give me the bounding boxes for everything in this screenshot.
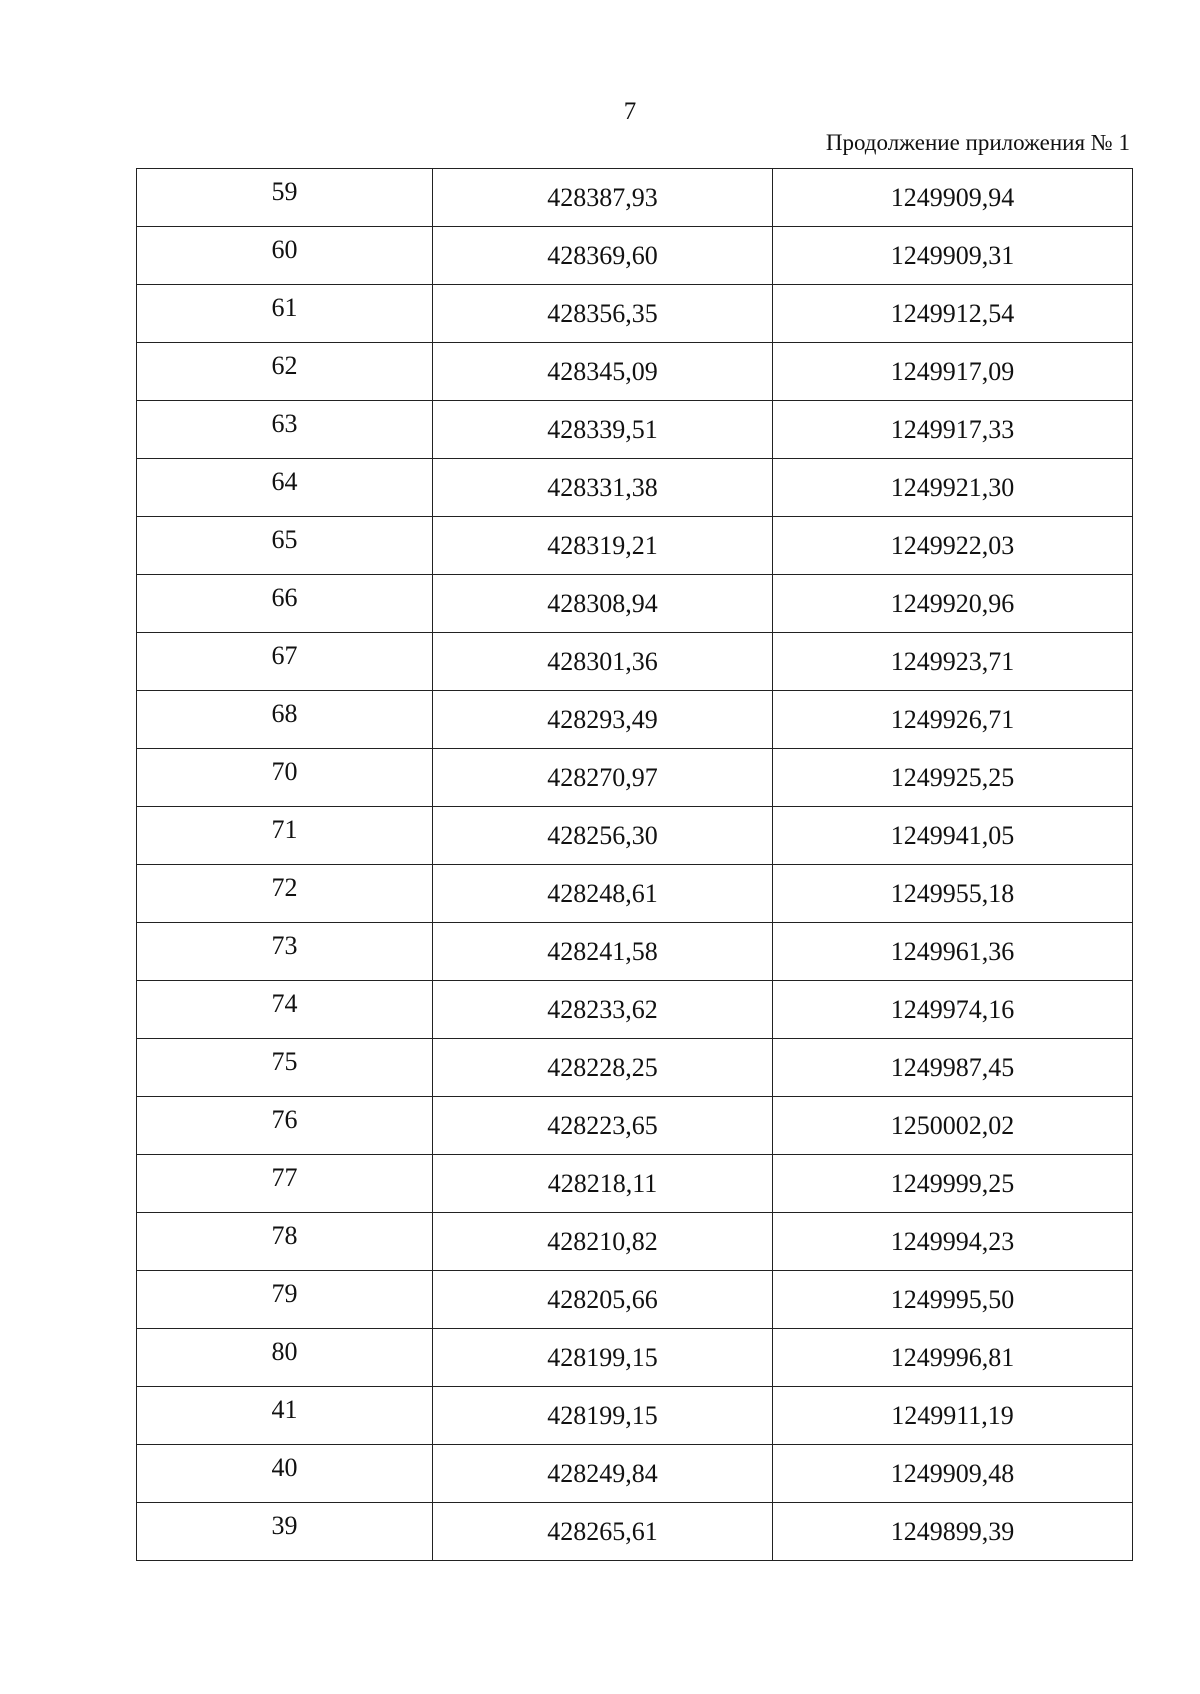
table-row: [137, 633, 1133, 691]
x-coordinate-cell: [433, 169, 773, 227]
x-coordinate-cell: [433, 1271, 773, 1329]
table-row: [137, 691, 1133, 749]
x-coordinate-cell: [433, 691, 773, 749]
x-coordinate-cell: [433, 1387, 773, 1445]
y-coordinate-cell-text: 1249941,05: [890, 820, 1015, 850]
point-number-cell-text: 80: [271, 1336, 298, 1366]
x-coordinate-cell-text: 428293,49: [547, 704, 658, 734]
table-row: [137, 1271, 1133, 1329]
y-coordinate-cell-text: 1250002,02: [890, 1110, 1015, 1140]
table-row: [137, 1329, 1133, 1387]
point-number-cell-text: 60: [271, 234, 298, 264]
table-row: [137, 807, 1133, 865]
table-row: [137, 1213, 1133, 1271]
y-coordinate-cell: [773, 923, 1133, 981]
x-coordinate-cell-text: 428248,61: [547, 878, 658, 908]
point-number-cell-text: 40: [271, 1452, 298, 1482]
point-number-cell-text: 70: [271, 756, 298, 786]
y-coordinate-cell-text: 1249995,50: [890, 1284, 1015, 1314]
y-coordinate-cell: [773, 343, 1133, 401]
y-coordinate-cell: [773, 517, 1133, 575]
point-number-cell: [137, 749, 433, 807]
x-coordinate-cell-text: 428210,82: [547, 1226, 658, 1256]
point-number-cell: [137, 227, 433, 285]
table-row: [137, 923, 1133, 981]
y-coordinate-cell: [773, 1445, 1133, 1503]
point-number-cell: [137, 981, 433, 1039]
point-number-cell: [137, 923, 433, 981]
y-coordinate-cell-text: 1249994,23: [890, 1226, 1015, 1256]
page-number: 7: [623, 98, 637, 125]
x-coordinate-cell-text: 428319,21: [547, 530, 658, 560]
y-coordinate-cell: [773, 169, 1133, 227]
point-number-cell-text: 63: [271, 408, 298, 438]
point-number-cell-text: 68: [271, 698, 298, 728]
x-coordinate-cell-text: 428256,30: [547, 820, 658, 850]
x-coordinate-cell: [433, 459, 773, 517]
y-coordinate-cell: [773, 1039, 1133, 1097]
point-number-cell: [137, 1155, 433, 1213]
x-coordinate-cell-text: 428356,35: [547, 298, 658, 328]
table-row: [137, 981, 1133, 1039]
y-coordinate-cell: [773, 749, 1133, 807]
y-coordinate-cell: [773, 1271, 1133, 1329]
point-number-cell-text: 77: [271, 1162, 298, 1192]
table-row: [137, 1097, 1133, 1155]
table-row: [137, 1155, 1133, 1213]
point-number-cell: [137, 575, 433, 633]
x-coordinate-cell-text: 428228,25: [547, 1052, 658, 1082]
y-coordinate-cell: [773, 865, 1133, 923]
x-coordinate-cell-text: 428241,58: [547, 936, 658, 966]
y-coordinate-cell: [773, 1155, 1133, 1213]
y-coordinate-cell-text: 1249955,18: [890, 878, 1015, 908]
point-number-cell: [137, 1097, 433, 1155]
table-row: [137, 575, 1133, 633]
table-row: [137, 285, 1133, 343]
x-coordinate-cell-text: 428339,51: [547, 414, 658, 444]
x-coordinate-cell: [433, 1039, 773, 1097]
y-coordinate-cell: [773, 285, 1133, 343]
x-coordinate-cell: [433, 575, 773, 633]
x-coordinate-cell: [433, 401, 773, 459]
table-row: [137, 517, 1133, 575]
x-coordinate-cell-text: 428199,15: [547, 1342, 658, 1372]
table-row: [137, 401, 1133, 459]
coordinates-table: [136, 168, 1133, 1561]
point-number-cell: [137, 285, 433, 343]
point-number-cell: [137, 1445, 433, 1503]
x-coordinate-cell-text: 428331,38: [547, 472, 658, 502]
y-coordinate-cell: [773, 1329, 1133, 1387]
point-number-cell-text: 74: [271, 988, 298, 1018]
y-coordinate-cell: [773, 1097, 1133, 1155]
x-coordinate-cell-text: 428301,36: [547, 646, 658, 676]
point-number-cell: [137, 1271, 433, 1329]
x-coordinate-cell: [433, 1097, 773, 1155]
point-number-cell: [137, 1387, 433, 1445]
table-row: [137, 1503, 1133, 1561]
table-row: [137, 1039, 1133, 1097]
y-coordinate-cell-text: 1249921,30: [890, 472, 1015, 502]
x-coordinate-cell: [433, 517, 773, 575]
x-coordinate-cell: [433, 227, 773, 285]
y-coordinate-cell-text: 1249909,48: [890, 1458, 1015, 1488]
table-row: [137, 169, 1133, 227]
point-number-cell: [137, 633, 433, 691]
point-number-cell-text: 59: [271, 176, 298, 206]
x-coordinate-cell: [433, 923, 773, 981]
coordinates-table-body: [137, 169, 1133, 1561]
table-row: [137, 865, 1133, 923]
point-number-cell-text: 39: [271, 1510, 298, 1540]
point-number-cell-text: 67: [271, 640, 298, 670]
y-coordinate-cell-text: 1249917,09: [890, 356, 1015, 386]
y-coordinate-cell-text: 1249899,39: [890, 1516, 1015, 1546]
point-number-cell-text: 65: [271, 524, 298, 554]
x-coordinate-cell-text: 428270,97: [547, 762, 658, 792]
point-number-cell-text: 75: [271, 1046, 298, 1076]
y-coordinate-cell-text: 1249974,16: [890, 994, 1015, 1024]
y-coordinate-cell: [773, 1503, 1133, 1561]
point-number-cell-text: 61: [271, 292, 298, 322]
table-row: [137, 1387, 1133, 1445]
x-coordinate-cell-text: 428265,61: [547, 1516, 658, 1546]
y-coordinate-cell-text: 1249909,31: [890, 240, 1015, 270]
x-coordinate-cell-text: 428308,94: [547, 588, 658, 618]
point-number-cell: [137, 1329, 433, 1387]
point-number-cell-text: 73: [271, 930, 298, 960]
point-number-cell-text: 66: [271, 582, 298, 612]
point-number-cell: [137, 1039, 433, 1097]
point-number-cell: [137, 865, 433, 923]
table-row: [137, 227, 1133, 285]
appendix-continuation-note: Продолжение приложения № 1: [825, 130, 1130, 155]
point-number-cell: [137, 1503, 433, 1561]
y-coordinate-cell-text: 1249911,19: [891, 1400, 1014, 1430]
point-number-cell: [137, 343, 433, 401]
point-number-cell-text: 76: [271, 1104, 298, 1134]
y-coordinate-cell-text: 1249920,96: [890, 588, 1015, 618]
x-coordinate-cell: [433, 749, 773, 807]
y-coordinate-cell: [773, 227, 1133, 285]
y-coordinate-cell: [773, 633, 1133, 691]
y-coordinate-cell-text: 1249925,25: [890, 762, 1015, 792]
point-number-cell-text: 71: [271, 814, 298, 844]
y-coordinate-cell-text: 1249996,81: [890, 1342, 1015, 1372]
x-coordinate-cell-text: 428199,15: [547, 1400, 658, 1430]
point-number-cell-text: 78: [271, 1220, 298, 1250]
point-number-cell-text: 72: [271, 872, 298, 902]
point-number-cell: [137, 401, 433, 459]
y-coordinate-cell: [773, 1387, 1133, 1445]
x-coordinate-cell-text: 428205,66: [547, 1284, 658, 1314]
y-coordinate-cell: [773, 807, 1133, 865]
point-number-cell-text: 41: [271, 1394, 298, 1424]
x-coordinate-cell: [433, 1503, 773, 1561]
y-coordinate-cell-text: 1249912,54: [890, 298, 1015, 328]
x-coordinate-cell: [433, 633, 773, 691]
point-number-cell-text: 62: [271, 350, 298, 380]
x-coordinate-cell: [433, 343, 773, 401]
y-coordinate-cell-text: 1249909,94: [890, 182, 1015, 212]
y-coordinate-cell-text: 1249987,45: [890, 1052, 1015, 1082]
x-coordinate-cell-text: 428369,60: [547, 240, 658, 270]
y-coordinate-cell-text: 1249917,33: [890, 414, 1015, 444]
point-number-cell: [137, 1213, 433, 1271]
y-coordinate-cell: [773, 575, 1133, 633]
point-number-cell-text: 64: [271, 466, 298, 496]
x-coordinate-cell-text: 428233,62: [547, 994, 658, 1024]
point-number-cell-text: 79: [271, 1278, 298, 1308]
x-coordinate-cell: [433, 1445, 773, 1503]
table-row: [137, 343, 1133, 401]
y-coordinate-cell-text: 1249922,03: [890, 530, 1015, 560]
x-coordinate-cell: [433, 865, 773, 923]
table-row: [137, 459, 1133, 517]
y-coordinate-cell-text: 1249926,71: [890, 704, 1015, 734]
x-coordinate-cell: [433, 981, 773, 1039]
point-number-cell: [137, 517, 433, 575]
x-coordinate-cell: [433, 285, 773, 343]
y-coordinate-cell: [773, 459, 1133, 517]
x-coordinate-cell: [433, 807, 773, 865]
x-coordinate-cell: [433, 1155, 773, 1213]
y-coordinate-cell: [773, 691, 1133, 749]
y-coordinate-cell: [773, 401, 1133, 459]
point-number-cell: [137, 459, 433, 517]
point-number-cell: [137, 807, 433, 865]
y-coordinate-cell-text: 1249961,36: [890, 936, 1015, 966]
x-coordinate-cell-text: 428223,65: [547, 1110, 658, 1140]
y-coordinate-cell: [773, 1213, 1133, 1271]
y-coordinate-cell-text: 1249923,71: [890, 646, 1015, 676]
x-coordinate-cell-text: 428387,93: [547, 182, 658, 212]
x-coordinate-cell-text: 428345,09: [547, 356, 658, 386]
point-number-cell: [137, 691, 433, 749]
x-coordinate-cell-text: 428218,11: [547, 1168, 658, 1198]
y-coordinate-cell-text: 1249999,25: [890, 1168, 1015, 1198]
x-coordinate-cell-text: 428249,84: [547, 1458, 658, 1488]
x-coordinate-cell: [433, 1213, 773, 1271]
y-coordinate-cell: [773, 981, 1133, 1039]
point-number-cell: [137, 169, 433, 227]
table-row: [137, 1445, 1133, 1503]
table-row: [137, 749, 1133, 807]
x-coordinate-cell: [433, 1329, 773, 1387]
